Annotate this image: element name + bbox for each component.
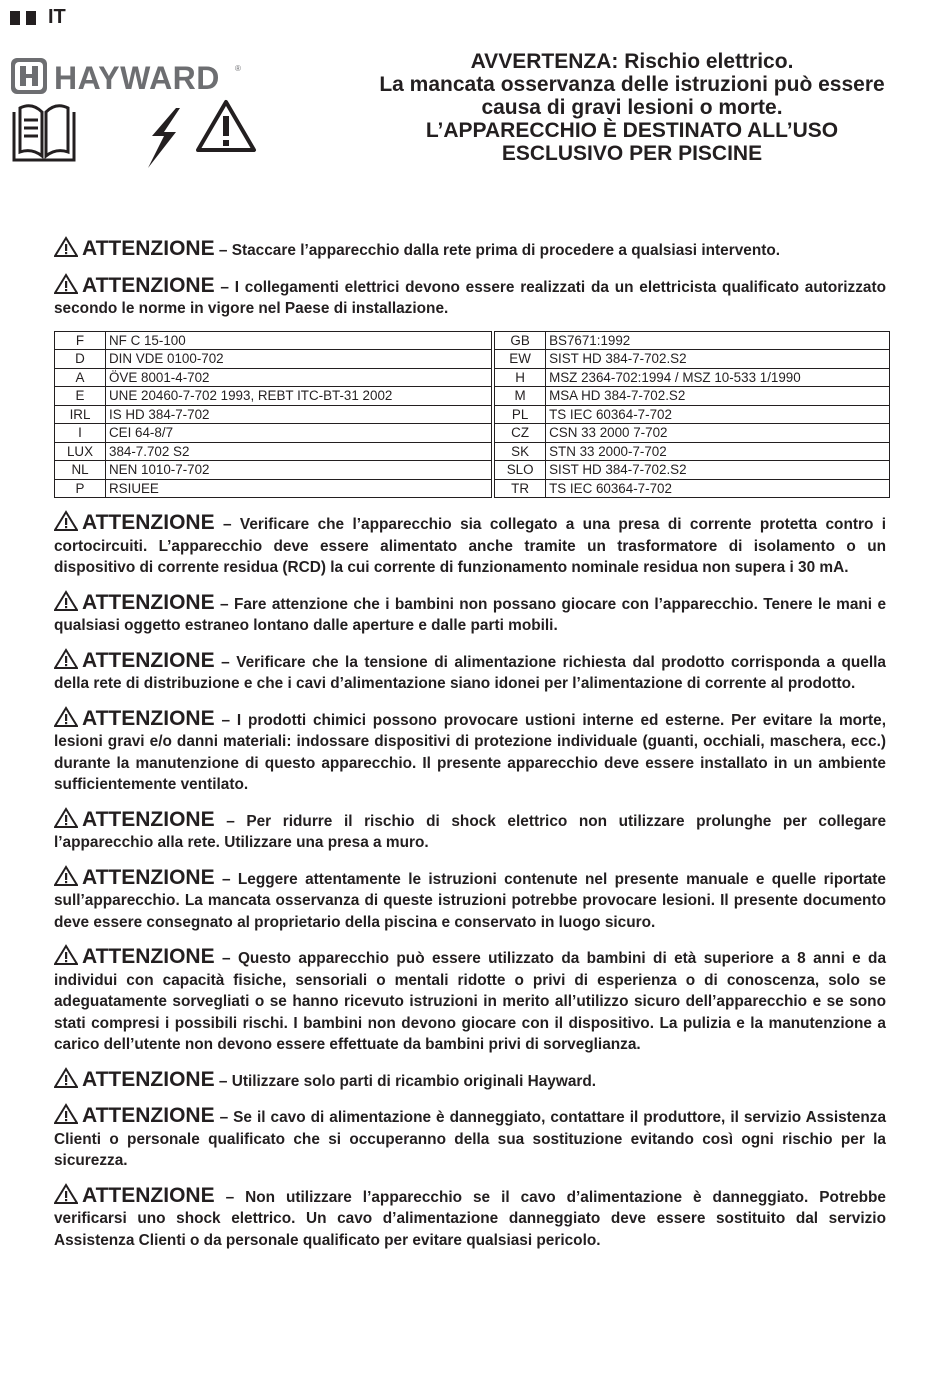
marker-square	[10, 11, 20, 25]
title-line: La mancata osservanza delle istruzioni può essere	[379, 73, 885, 96]
country-code-cell: NL	[55, 461, 106, 480]
warning-label: ATTENZIONE	[82, 865, 215, 889]
country-code-cell: M	[495, 387, 546, 406]
warning-icon	[54, 944, 78, 966]
brand-name: HAYWARD	[54, 60, 220, 96]
country-code-cell: H	[495, 368, 546, 387]
warning-icon	[54, 510, 78, 532]
warning-paragraph: ATTENZIONE – I prodotti chimici possono provocare ustioni interne ed esterne. Per evitare la morte, lesioni gravi e/o danni materiali: indossare dispositivi di protezione individuale (guanti, occhiali, maschera, ecc.) durante la manutenzione di questo apparecchio. Il presente apparecchio deve essere installato in un ambiente sufficientemente ventilato.	[54, 706, 886, 793]
warning-text: Utilizzare solo parti di ricambio originali Hayward.	[231, 1072, 597, 1090]
country-code-cell: LUX	[55, 442, 106, 461]
warning-text: Se il cavo di alimentazione è danneggiato, contattare il produttore, il servizio Assistenza Clienti o personale qualificato che si occuperanno della sua sostituzione evitando così ogni rischio per la sicurezza.	[54, 1109, 887, 1169]
country-code-cell: D	[55, 350, 106, 369]
warning-paragraph: ATTENZIONE – Se il cavo di alimentazione è danneggiato, contattare il produttore, il servizio Assistenza Clienti o personale qualificato che si occuperanno della sua sostituzione evitando così ogni rischio per la sicurezza.	[54, 1104, 887, 1169]
norm-cell: TS IEC 60364-7-702	[546, 479, 890, 498]
warning-label: ATTENZIONE	[82, 1104, 215, 1127]
norm-cell: UNE 20460-7-702 1993, REBT ITC-BT-31 2002	[106, 387, 492, 406]
warning-icon	[54, 807, 78, 829]
warning-paragraph: ATTENZIONE – Fare attenzione che i bambini non possano giocare con l’apparecchio. Tenere le mani e qualsiasi oggetto estraneo lontano dalle aperture e dalle parti mobili.	[54, 590, 887, 634]
country-code-cell: EW	[495, 350, 546, 369]
norm-cell: IS HD 384-7-702	[106, 405, 492, 424]
language-code: IT	[48, 6, 66, 28]
table-row	[55, 331, 890, 350]
warning-paragraph: ATTENZIONE – Non utilizzare l’apparecchio se il cavo d’alimentazione è danneggiato. Potrebbe verificarsi uno shock elettrico. Un cavo d’alimentazione danneggiato deve essere sostituito dal servizio Assistenza Clienti o da personale qualificato per evitare qualsiasi pericolo.	[54, 1183, 886, 1249]
warning-text: Verificare che la tensione di alimentazione richiesta dal prodotto corrisponda a quella della rete di distribuzione e che i cavi d’alimentazione siano idonei per l’alimentazione di corrente al prodotto.	[54, 653, 886, 692]
norm-cell: MSA HD 384-7-702.S2	[546, 387, 890, 406]
norm-cell: ÖVE 8001-4-702	[106, 368, 492, 387]
warning-paragraph: ATTENZIONE – Staccare l’apparecchio dalla rete prima di procedere a qualsiasi intervento.	[54, 236, 886, 262]
norm-cell: MSZ 2364-702:1994 / MSZ 10-533 1/1990	[546, 368, 890, 387]
warning-paragraph: ATTENZIONE – Verificare che l’apparecchio sia collegato a una presa di corrente protetta contro i cortocircuiti. L’apparecchio deve essere alimentato anche tramite un trasformatore di isolamento o un dispositivo di corrente residua (RCD) la cui corrente di funzionamento nominale residua non supera i 30 mA.	[54, 511, 887, 576]
norm-cell: TS IEC 60364-7-702	[546, 405, 890, 424]
warning-text: Leggere attentamente le istruzioni contenute nel presente manuale e quelle riportate sull’apparecchio. La mancata osservanza di queste istruzioni potrebbe provocare lesioni. Il presente documento deve essere consegnato al proprietario della piscina e conservato in luogo sicuro.	[54, 870, 886, 931]
warning-label: ATTENZIONE	[82, 590, 215, 614]
warning-icon	[54, 865, 78, 887]
country-code-cell: F	[55, 331, 106, 350]
warning-text: Questo apparecchio può essere utilizzato da bambini di età superiore a 8 anni e da individui con capacità fisiche, sensoriali o mentali ridotte o privi di esperienza o di conoscenza, solo se adeguatamente sorvegliati o se hanno ricevuto istruzioni in merito all’utilizzo sicuro dell’apparecchio e se sono stati compresi i possibili rischi. I bambini non devono giocare con il dispositivo. La pulizia e la manutenzione a carico dell’utente non devono essere effettuate da bambini privi di sorveglianza.	[54, 950, 887, 1053]
warning-paragraph: ATTENZIONE – Leggere attentamente le istruzioni contenute nel presente manuale e quelle riportate sull’apparecchio. La mancata osservanza di queste istruzioni potrebbe provocare lesioni. Il presente documento deve essere consegnato al proprietario della piscina e conservato in luogo sicuro.	[54, 865, 886, 931]
warning-paragraph: ATTENZIONE – I collegamenti elettrici devono essere realizzati da un elettricista qualificato autorizzato secondo le norme in vigore nel Paese di installazione.	[54, 273, 886, 317]
warnings-content	[54, 236, 886, 1262]
warning-label: ATTENZIONE	[82, 1067, 215, 1091]
norm-cell: STN 33 2000-7-702	[546, 442, 890, 461]
table-row	[55, 387, 890, 406]
warning-text: I collegamenti elettrici devono essere realizzati da un elettricista qualificato autorizzato secondo le norme in vigore nel Paese di installazione.	[54, 278, 886, 317]
svg-text:®: ®	[235, 64, 241, 73]
marker-square	[26, 11, 36, 25]
country-code-cell: A	[55, 368, 106, 387]
country-code-cell: SLO	[495, 461, 546, 480]
title-line: L’APPARECCHIO È DESTINATO ALL’USO	[425, 119, 839, 142]
warning-icon	[54, 1103, 78, 1125]
warning-label: ATTENZIONE	[82, 273, 215, 297]
country-code-cell: I	[55, 424, 106, 443]
warning-label: ATTENZIONE	[82, 511, 215, 534]
country-code-cell: GB	[495, 331, 546, 350]
norm-cell: SIST HD 384-7-702.S2	[546, 350, 890, 369]
warning-text: Per ridurre il rischio di shock elettrico non utilizzare prolunghe per collegare l’apparecchio alla rete. Utilizzare una presa a muro.	[54, 812, 887, 851]
table-row	[55, 461, 890, 480]
title-line: AVVERTENZA: Rischio elettrico.	[470, 50, 794, 73]
warning-label: ATTENZIONE	[82, 807, 215, 831]
warning-paragraph: ATTENZIONE – Questo apparecchio può essere utilizzato da bambini di età superiore a 8 anni e da individui con capacità fisiche, sensoriali o mentali ridotte o privi di esperienza o di conoscenza, solo se adeguatamente sorvegliati o se hanno ricevuto istruzioni in merito all’utilizzo sicuro dell’apparecchio e se sono stati compresi i possibili rischi. I bambini non devono giocare con il dispositivo. La pulizia e la manutenzione a carico dell’utente non devono essere effettuate da bambini privi di sorveglianza.	[54, 945, 887, 1053]
norm-cell: 384-7.702 S2	[106, 442, 492, 461]
warning-label: ATTENZIONE	[82, 237, 215, 260]
norm-cell: SIST HD 384-7-702.S2	[546, 461, 890, 480]
warning-icon	[54, 1183, 78, 1205]
norm-cell: NEN 1010-7-702	[106, 461, 492, 480]
page-title	[352, 50, 912, 165]
warning-icon	[54, 236, 78, 258]
language-marker	[10, 6, 66, 29]
table-row	[55, 368, 890, 387]
country-code-cell: TR	[495, 479, 546, 498]
title-line: ESCLUSIVO PER PISCINE	[501, 142, 763, 165]
country-code-cell: P	[55, 479, 106, 498]
warning-paragraph: ATTENZIONE – Per ridurre il rischio di shock elettrico non utilizzare prolunghe per collegare l’apparecchio alla rete. Utilizzare una presa a muro.	[54, 807, 887, 851]
warning-text: Fare attenzione che i bambini non possano giocare con l’apparecchio. Tenere le mani e qualsiasi oggetto estraneo lontano dalle aperture e dalle parti mobili.	[54, 595, 887, 634]
norm-cell: NF C 15-100	[106, 331, 492, 350]
norm-cell: BS7671:1992	[546, 331, 890, 350]
norms-table	[54, 331, 890, 499]
warning-icon	[54, 648, 78, 670]
warning-text: Verificare che l’apparecchio sia collegato a una presa di corrente protetta contro i cortocircuiti. L’apparecchio deve essere alimentato anche tramite un trasformatore di isolamento o un dispositivo di corrente residua (RCD) la cui corrente di funzionamento nominale residua non supera i 30 mA.	[54, 516, 887, 576]
table-row	[55, 479, 890, 498]
warning-icon	[54, 273, 78, 295]
warning-label: ATTENZIONE	[82, 706, 215, 730]
norm-cell: CEI 64-8/7	[106, 424, 492, 443]
norm-cell: RSIUEE	[106, 479, 492, 498]
warning-text: Non utilizzare l’apparecchio se il cavo d’alimentazione è danneggiato. Potrebbe verificarsi uno shock elettrico. Un cavo d’alimentazione danneggiato deve essere sostituito dal servizio Assistenza Clienti o da personale qualificato per evitare qualsiasi pericolo.	[54, 1188, 886, 1249]
country-code-cell: SK	[495, 442, 546, 461]
title-line: causa di gravi lesioni o morte.	[481, 96, 783, 119]
warning-icon	[54, 590, 78, 612]
warning-label: ATTENZIONE	[82, 1183, 215, 1207]
warning-icon	[198, 102, 254, 150]
table-row	[55, 424, 890, 443]
country-code-cell: CZ	[495, 424, 546, 443]
warning-text: Staccare l’apparecchio dalla rete prima di procedere a qualsiasi intervento.	[231, 242, 781, 259]
warning-icon	[54, 706, 78, 728]
country-code-cell: IRL	[55, 405, 106, 424]
warning-paragraph: ATTENZIONE – Utilizzare solo parti di ricambio originali Hayward.	[54, 1067, 886, 1093]
warning-paragraph: ATTENZIONE – Verificare che la tensione di alimentazione richiesta dal prodotto corrisponda a quella della rete di distribuzione e che i cavi d’alimentazione siano idonei per l’alimentazione di corrente al prodotto.	[54, 648, 886, 692]
table-row	[55, 350, 890, 369]
warning-icon	[54, 1067, 78, 1089]
lightning-icon	[148, 108, 180, 168]
country-code-cell: PL	[495, 405, 546, 424]
country-code-cell: E	[55, 387, 106, 406]
warning-label: ATTENZIONE	[82, 945, 215, 968]
table-row	[55, 405, 890, 424]
hayward-logo	[10, 56, 242, 96]
warning-label: ATTENZIONE	[82, 648, 215, 672]
norm-cell: CSN 33 2000 7-702	[546, 424, 890, 443]
safety-icons	[10, 96, 270, 168]
norm-cell: DIN VDE 0100-702	[106, 350, 492, 369]
warning-text: I prodotti chimici possono provocare ustioni interne ed esterne. Per evitare la morte, lesioni gravi e/o danni materiali: indossare dispositivi di protezione individuale (guanti, occhiali, maschera, ecc.) durante la manutenzione di questo apparecchio. Il presente apparecchio deve essere installato in un ambiente sufficientemente ventilato.	[54, 711, 886, 793]
manual-book-icon	[14, 106, 74, 160]
table-row	[55, 442, 890, 461]
